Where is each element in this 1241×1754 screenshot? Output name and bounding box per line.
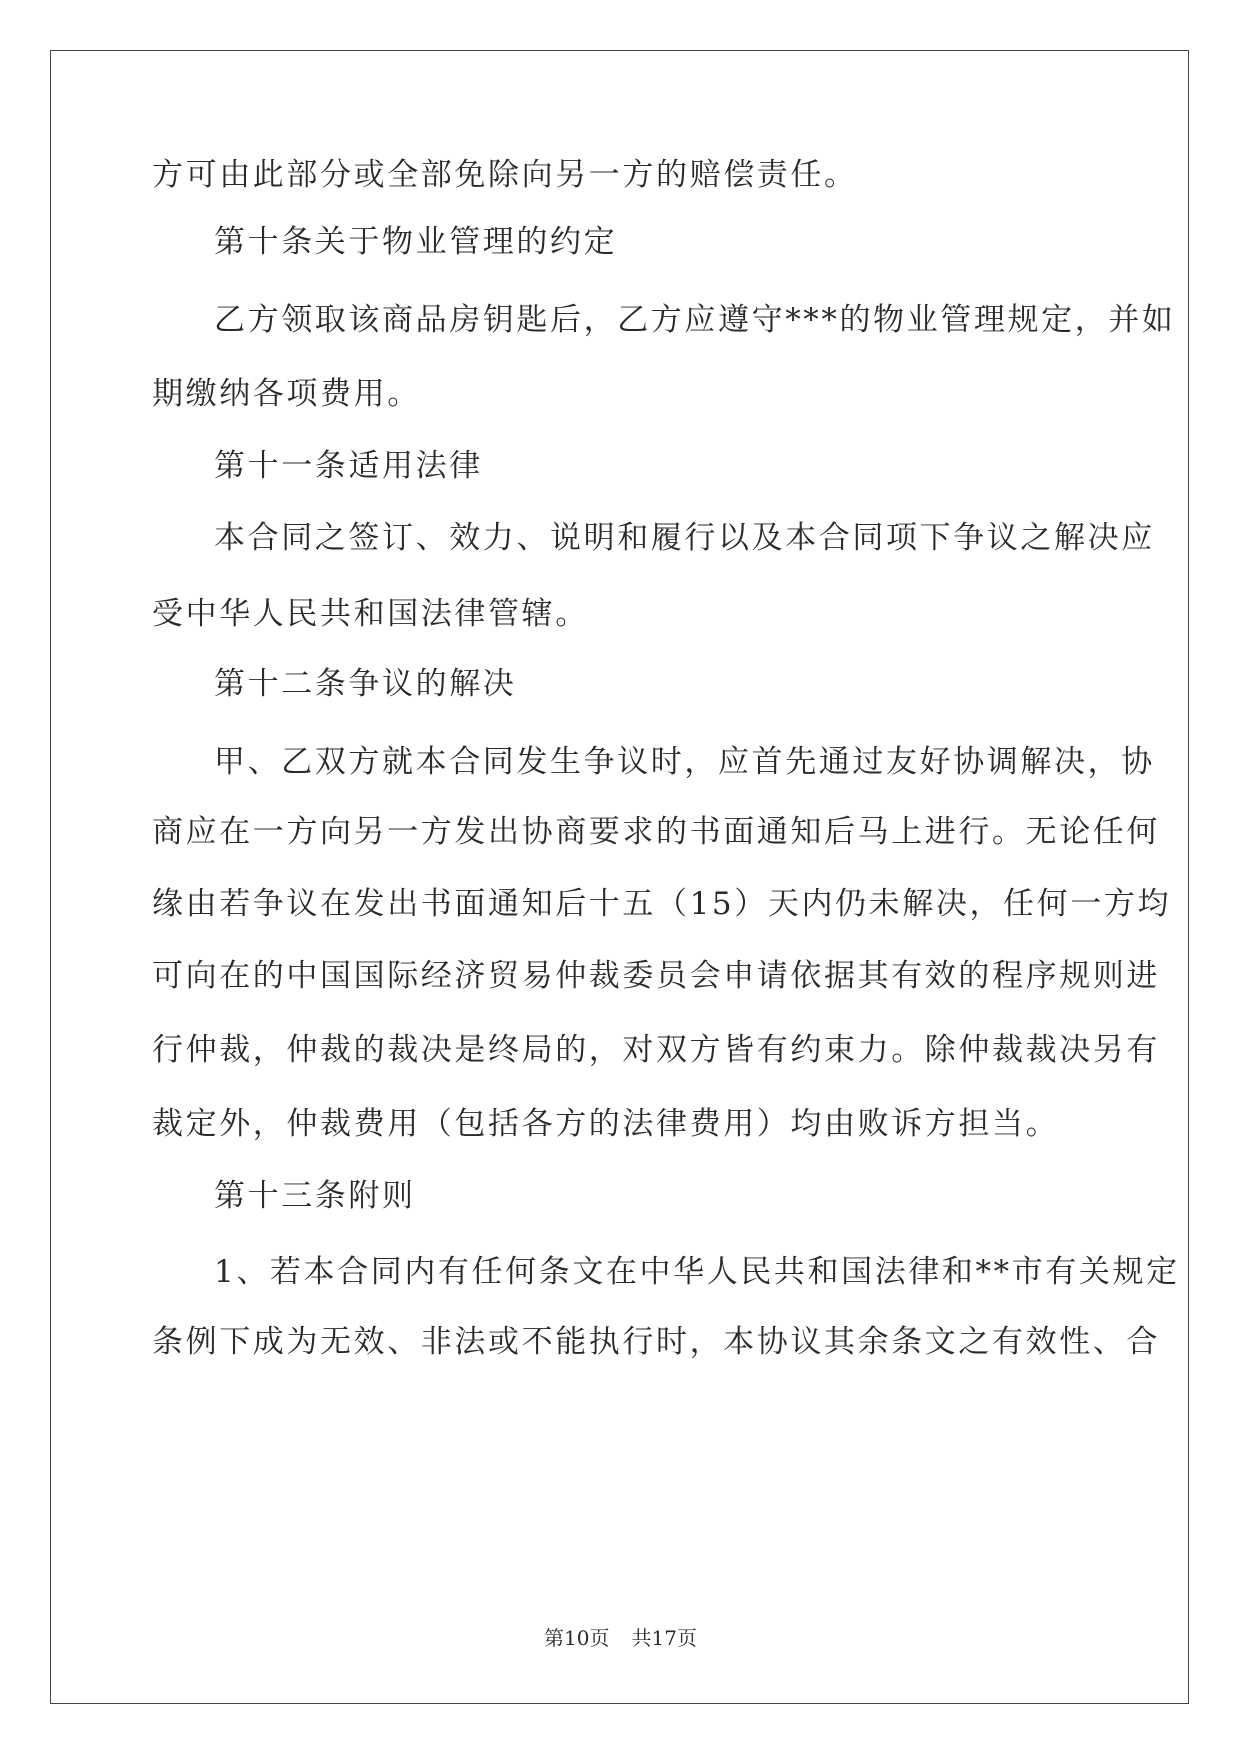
paragraph-line: 方可由此部分或全部免除向另一方的赔偿责任。 <box>152 157 858 193</box>
paragraph-line: 期缴纳各项费用。 <box>152 376 421 412</box>
page-footer <box>0 1626 1241 1650</box>
section-heading-article-12: 第十二条争议的解决 <box>214 666 517 702</box>
section-heading-article-10: 第十条关于物业管理的约定 <box>214 224 618 260</box>
page-border <box>50 50 1189 1704</box>
paragraph-line: 缘由若争议在发出书面通知后十五（15）天内仍未解决，任何一方均 <box>152 886 1172 922</box>
paragraph-line: 商应在一方向另一方发出协商要求的书面通知后马上进行。无论任何 <box>152 814 1160 850</box>
paragraph-line: 条例下成为无效、非法或不能执行时，本协议其余条文之有效性、合 <box>152 1324 1160 1360</box>
section-heading-article-11: 第十一条适用法律 <box>214 448 483 484</box>
paragraph-line: 行仲裁，仲裁的裁决是终局的，对双方皆有约束力。除仲裁裁决另有 <box>152 1032 1160 1068</box>
paragraph-line: 1、若本合同内有任何条文在中华人民共和国法律和**市有关规定 <box>214 1254 1180 1290</box>
paragraph-line: 乙方领取该商品房钥匙后，乙方应遵守***的物业管理规定，并如 <box>214 302 1176 338</box>
page-number: 第10页 <box>544 1626 610 1650</box>
paragraph-line: 受中华人民共和国法律管辖。 <box>152 596 589 632</box>
page-total: 共17页 <box>631 1626 697 1650</box>
paragraph-line: 可向在的中国国际经济贸易仲裁委员会申请依据其有效的程序规则进 <box>152 958 1160 994</box>
paragraph-line: 裁定外，仲裁费用（包括各方的法律费用）均由败诉方担当。 <box>152 1106 1060 1142</box>
paragraph-line: 本合同之签订、效力、说明和履行以及本合同项下争议之解决应 <box>214 520 1155 556</box>
paragraph-line: 甲、乙双方就本合同发生争议时，应首先通过友好协调解决，协 <box>214 744 1155 780</box>
section-heading-article-13: 第十三条附则 <box>214 1178 416 1214</box>
